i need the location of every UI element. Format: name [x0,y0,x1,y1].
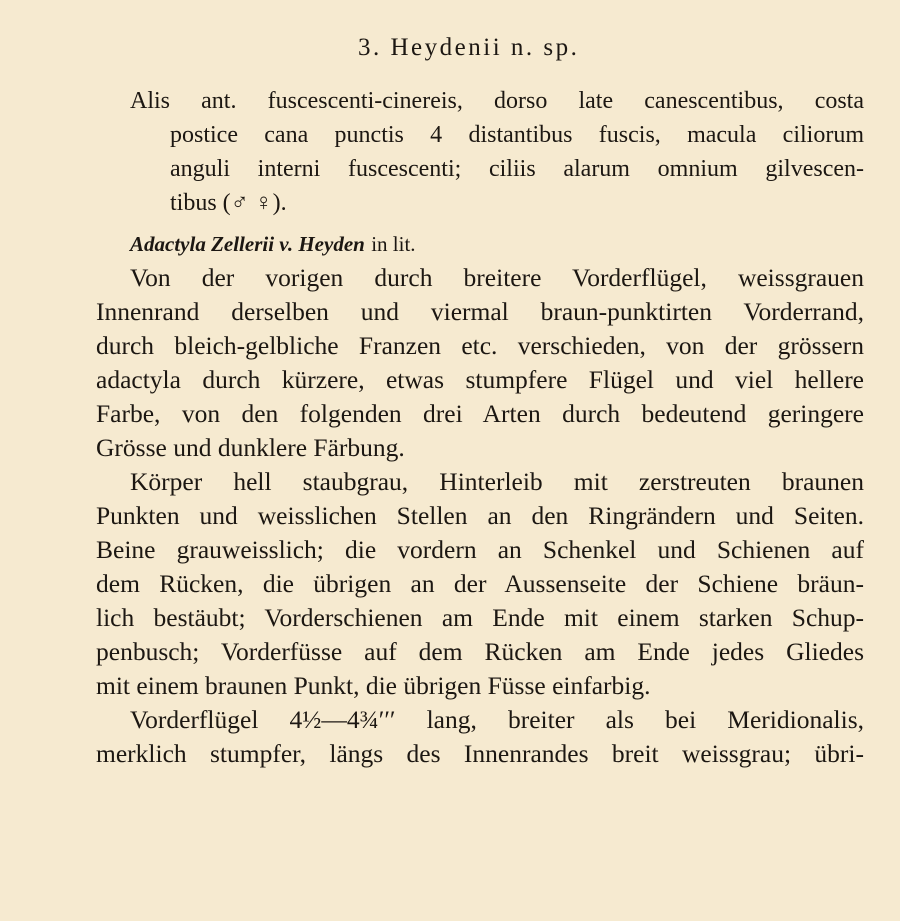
body-line: dem Rücken, die übrigen an der Aussenseite der Schiene bräun- [96,569,864,598]
species-heading: 3. Heydenii n. sp. [358,34,580,61]
diagnosis-line: Alis ant. fuscescenti-cinereis, dorso late canescentibus, costa [130,88,864,114]
diagnosis-line: anguli interni fuscescenti; ciliis alarum omnium gilvescen- [170,156,864,182]
synonym-name: Adactyla Zellerii v. Heyden [130,232,365,256]
body-line: Beine grauweisslich; die vordern an Schenkel und Schienen auf [96,535,864,564]
body-line: merklich stumpfer, längs des Innenrandes breit weissgrau; übri- [96,739,864,768]
body-line: Innenrand derselben und viermal braun-punktirten Vorderrand, [96,297,864,326]
diagnosis-line: tibus (♂ ♀). [170,190,287,216]
diagnosis-line: postice cana punctis 4 distantibus fuscis, macula ciliorum [170,122,864,148]
body-line: Vorderflügel 4½—4¾′′′ lang, breiter als bei Meridionalis, [130,705,864,734]
body-line: Von der vorigen durch breitere Vorderflügel, weissgrauen [130,263,864,292]
body-line: Punkten und weisslichen Stellen an den Ringrändern und Seiten. [96,501,864,530]
body-line: durch bleich-gelbliche Franzen etc. verschieden, von der grössern [96,331,864,360]
body-line: lich bestäubt; Vorderschienen am Ende mit einem starken Schup- [96,603,864,632]
body-line: mit einem braunen Punkt, die übrigen Füsse einfarbig. [96,671,651,700]
synonym-line [130,228,416,259]
body-line: Grösse und dunklere Färbung. [96,433,405,462]
body-line: penbusch; Vorderfüsse auf dem Rücken am Ende jedes Gliedes [96,637,864,666]
synonym-suffix: in lit. [371,232,416,256]
body-line: Körper hell staubgrau, Hinterleib mit zerstreuten braunen [130,467,864,496]
body-line: adactyla durch kürzere, etwas stumpfere Flügel und viel hellere [96,365,864,394]
body-line: Farbe, von den folgenden drei Arten durch bedeutend geringere [96,399,864,428]
